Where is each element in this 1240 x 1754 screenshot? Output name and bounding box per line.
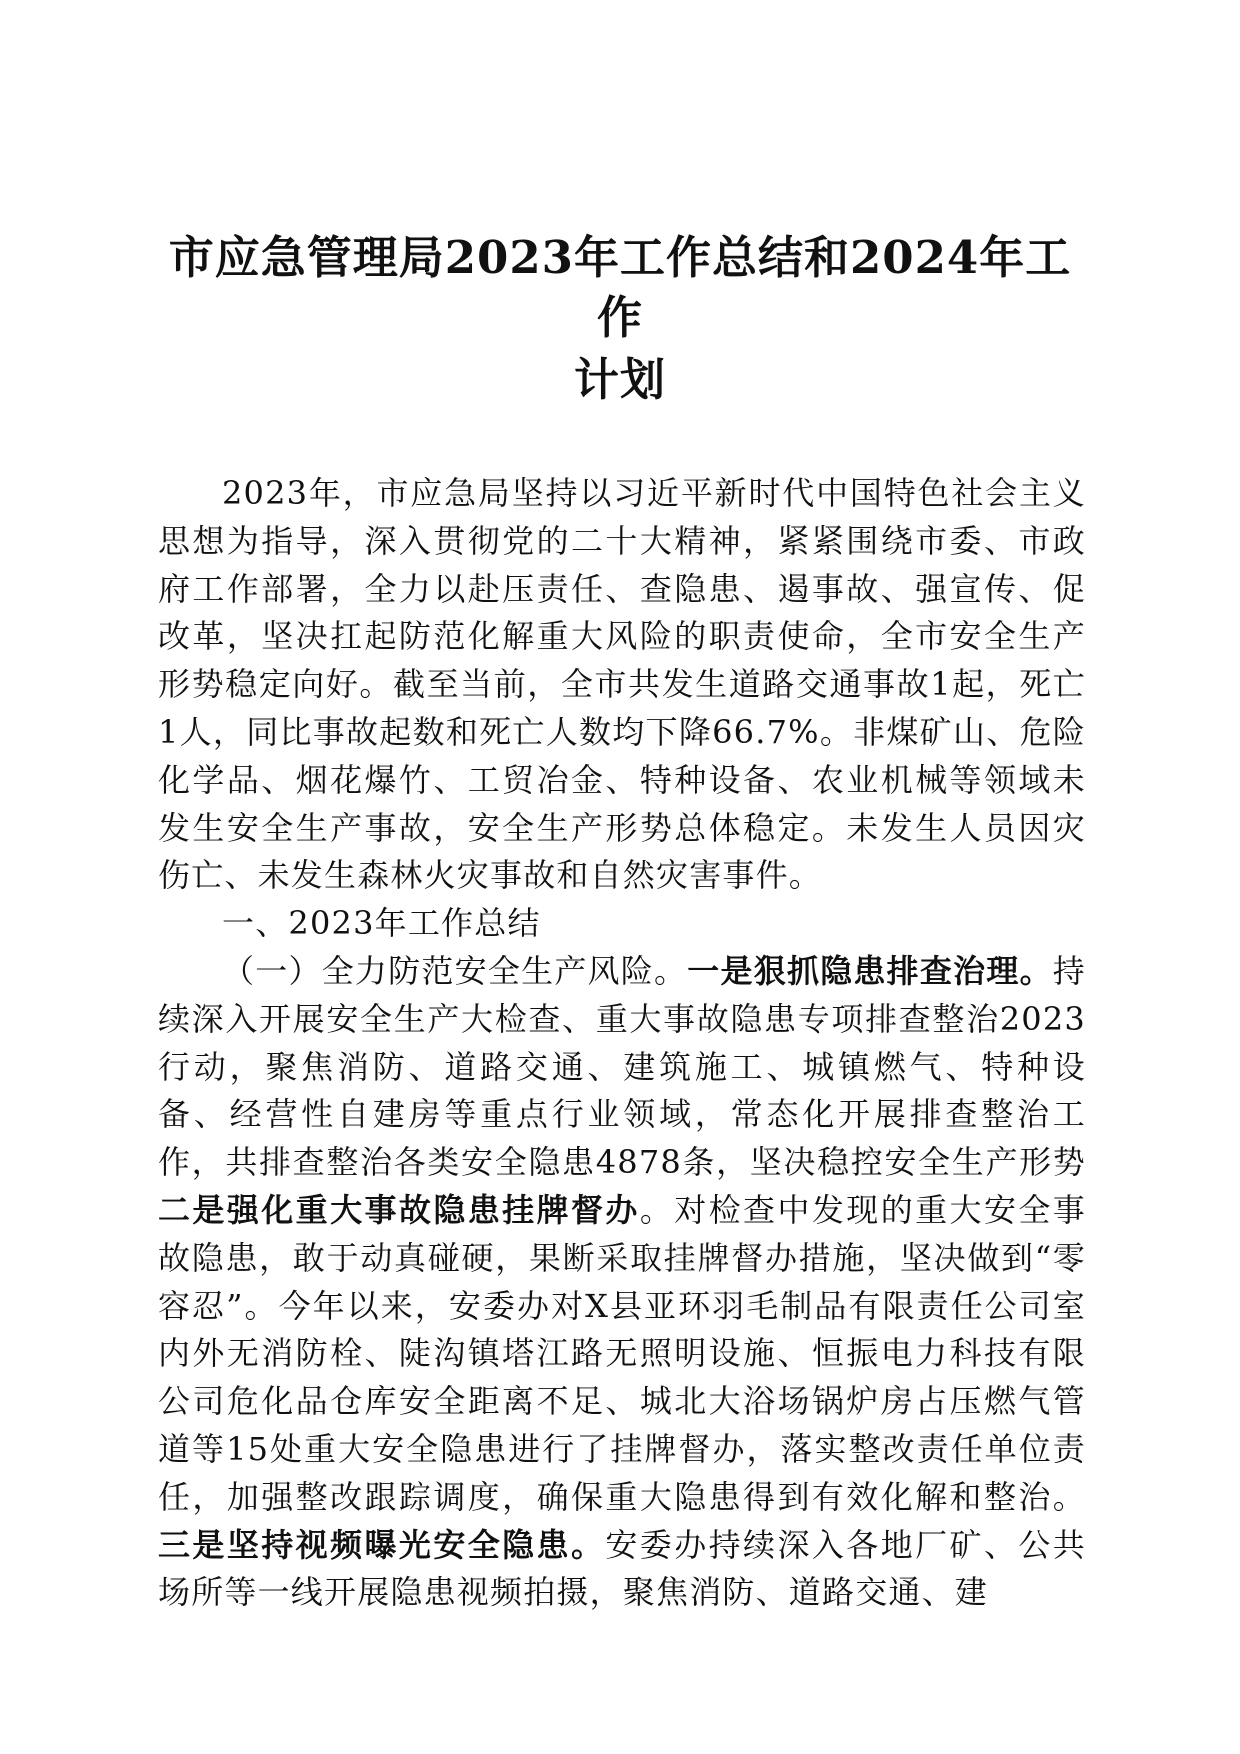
point2-label: 二是强化重大事故隐患挂牌督办 [158, 1190, 640, 1229]
point1-label: 一是狠抓隐患排查治理。 [687, 951, 1053, 990]
point2-text: 。对检查中发现的重大安全事故隐患，敢于动真碰硬，果断采取挂牌督办措施，坚决做到“零容忍”。今年以来，安委办对X县亚环羽毛制品有限责任公司室内外无消防栓、陡沟镇塔江路无照明设施、恒振电力科技有限公司危化品仓库安全距离不足、城北大浴场锅炉房占压燃气管道等15处重大安全隐患进行了挂牌督办，落实整改责任单位责任，加强整改跟踪调度，确保重大隐患得到有效化解和整治。 [158, 1190, 1086, 1516]
point3-label: 三是坚持视频曝光安全隐患。 [158, 1525, 606, 1564]
document-body [158, 470, 1086, 1617]
intro-paragraph: 2023年，市应急局坚持以习近平新时代中国特色社会主义思想为指导，深入贯彻党的二十大精神，紧紧围绕市委、市政府工作部署，全力以赴压责任、查隐患、遏事故、强宣传、促改革，坚决扛起防范化解重大风险的职责使命，全市安全生产形势稳定向好。截至当前，全市共发生道路交通事故1起，死亡1人，同比事故起数和死亡人数均下降66.7%。非煤矿山、危险化学品、烟花爆竹、工贸冶金、特种设备、农业机械等领域未发生安全生产事故，安全生产形势总体稳定。未发生人员因灾伤亡、未发生森林火灾事故和自然灾害事件。 [158, 474, 1086, 895]
document-title-line2: 计划 [573, 353, 666, 406]
subsection1-heading: （一）全力防范安全生产风险。 [222, 951, 688, 990]
section1-heading: 一、2023年工作总结 [222, 904, 541, 943]
point3-text: 安委办持续深入各地厂矿、公共场所等一线开展隐患视频拍摄，聚焦消防、道路交通、建 [158, 1525, 1086, 1612]
point1-text: 持续深入开展安全生产大检查、重大事故隐患专项排查整治2023行动，聚焦消防、道路交通、建筑施工、城镇燃气、特种设备、经营性自建房等重点行业领域，常态化开展排查整治工作，共排查整治各类安全隐患4878条，坚决稳控安全生产形势 [158, 951, 1086, 1182]
subsection1-paragraph [158, 948, 1086, 1617]
document-title-line1: 市应急管理局2023年工作总结和2024年工作 [168, 231, 1072, 344]
